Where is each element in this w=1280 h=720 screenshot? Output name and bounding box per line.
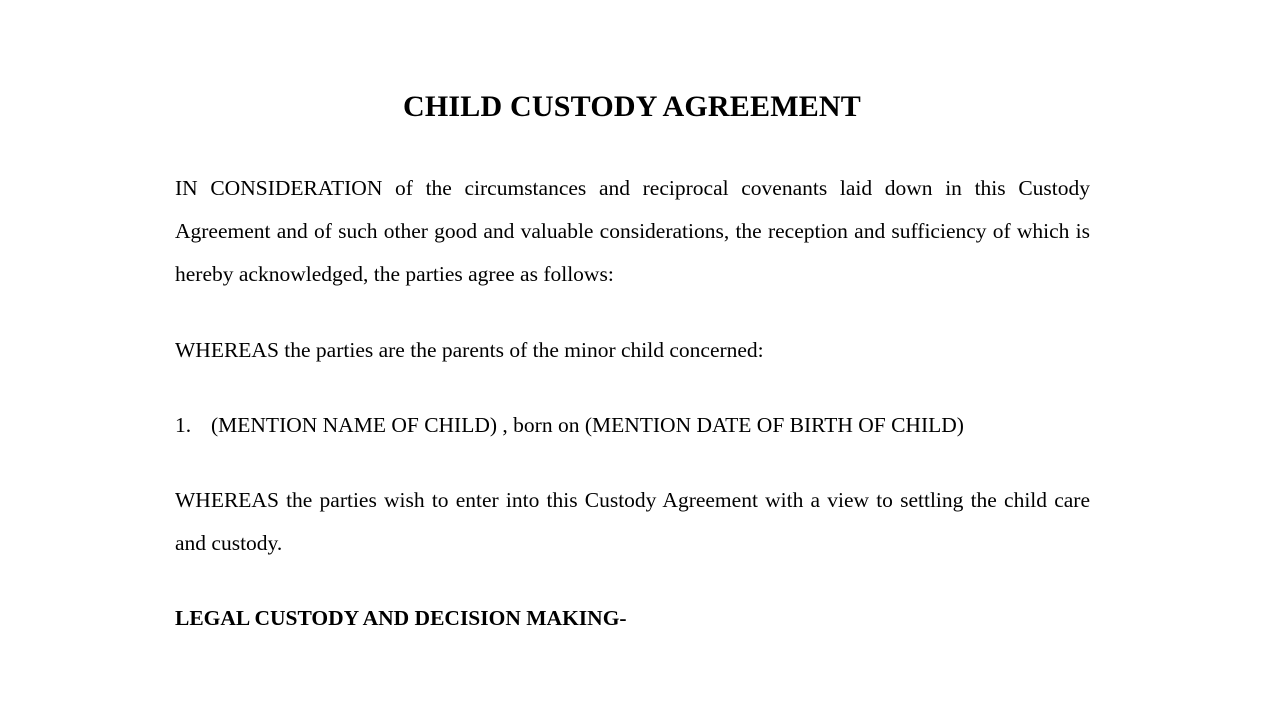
section-heading-legal-custody: LEGAL CUSTODY AND DECISION MAKING- (175, 606, 627, 630)
consideration-paragraph: IN CONSIDERATION of the circumstances and reciprocal covenants laid down in this Custody Agreement and of such other good and valuable considerations, the reception and sufficiency of which is hereby acknowledged, the parties agree as follows: (175, 176, 1090, 286)
child-details-text: (MENTION NAME OF CHILD) , born on (MENTION DATE OF BIRTH OF CHILD) (211, 413, 964, 437)
list-item-number: 1. (175, 413, 192, 437)
whereas-agreement-paragraph: WHEREAS the parties wish to enter into this Custody Agreement with a view to settling the child care and custody. (175, 488, 1090, 555)
child-list-item (175, 404, 1090, 447)
document-title: CHILD CUSTODY AGREEMENT (402, 90, 861, 123)
whereas-parents-paragraph: WHEREAS the parties are the parents of the minor child concerned: (175, 338, 764, 362)
